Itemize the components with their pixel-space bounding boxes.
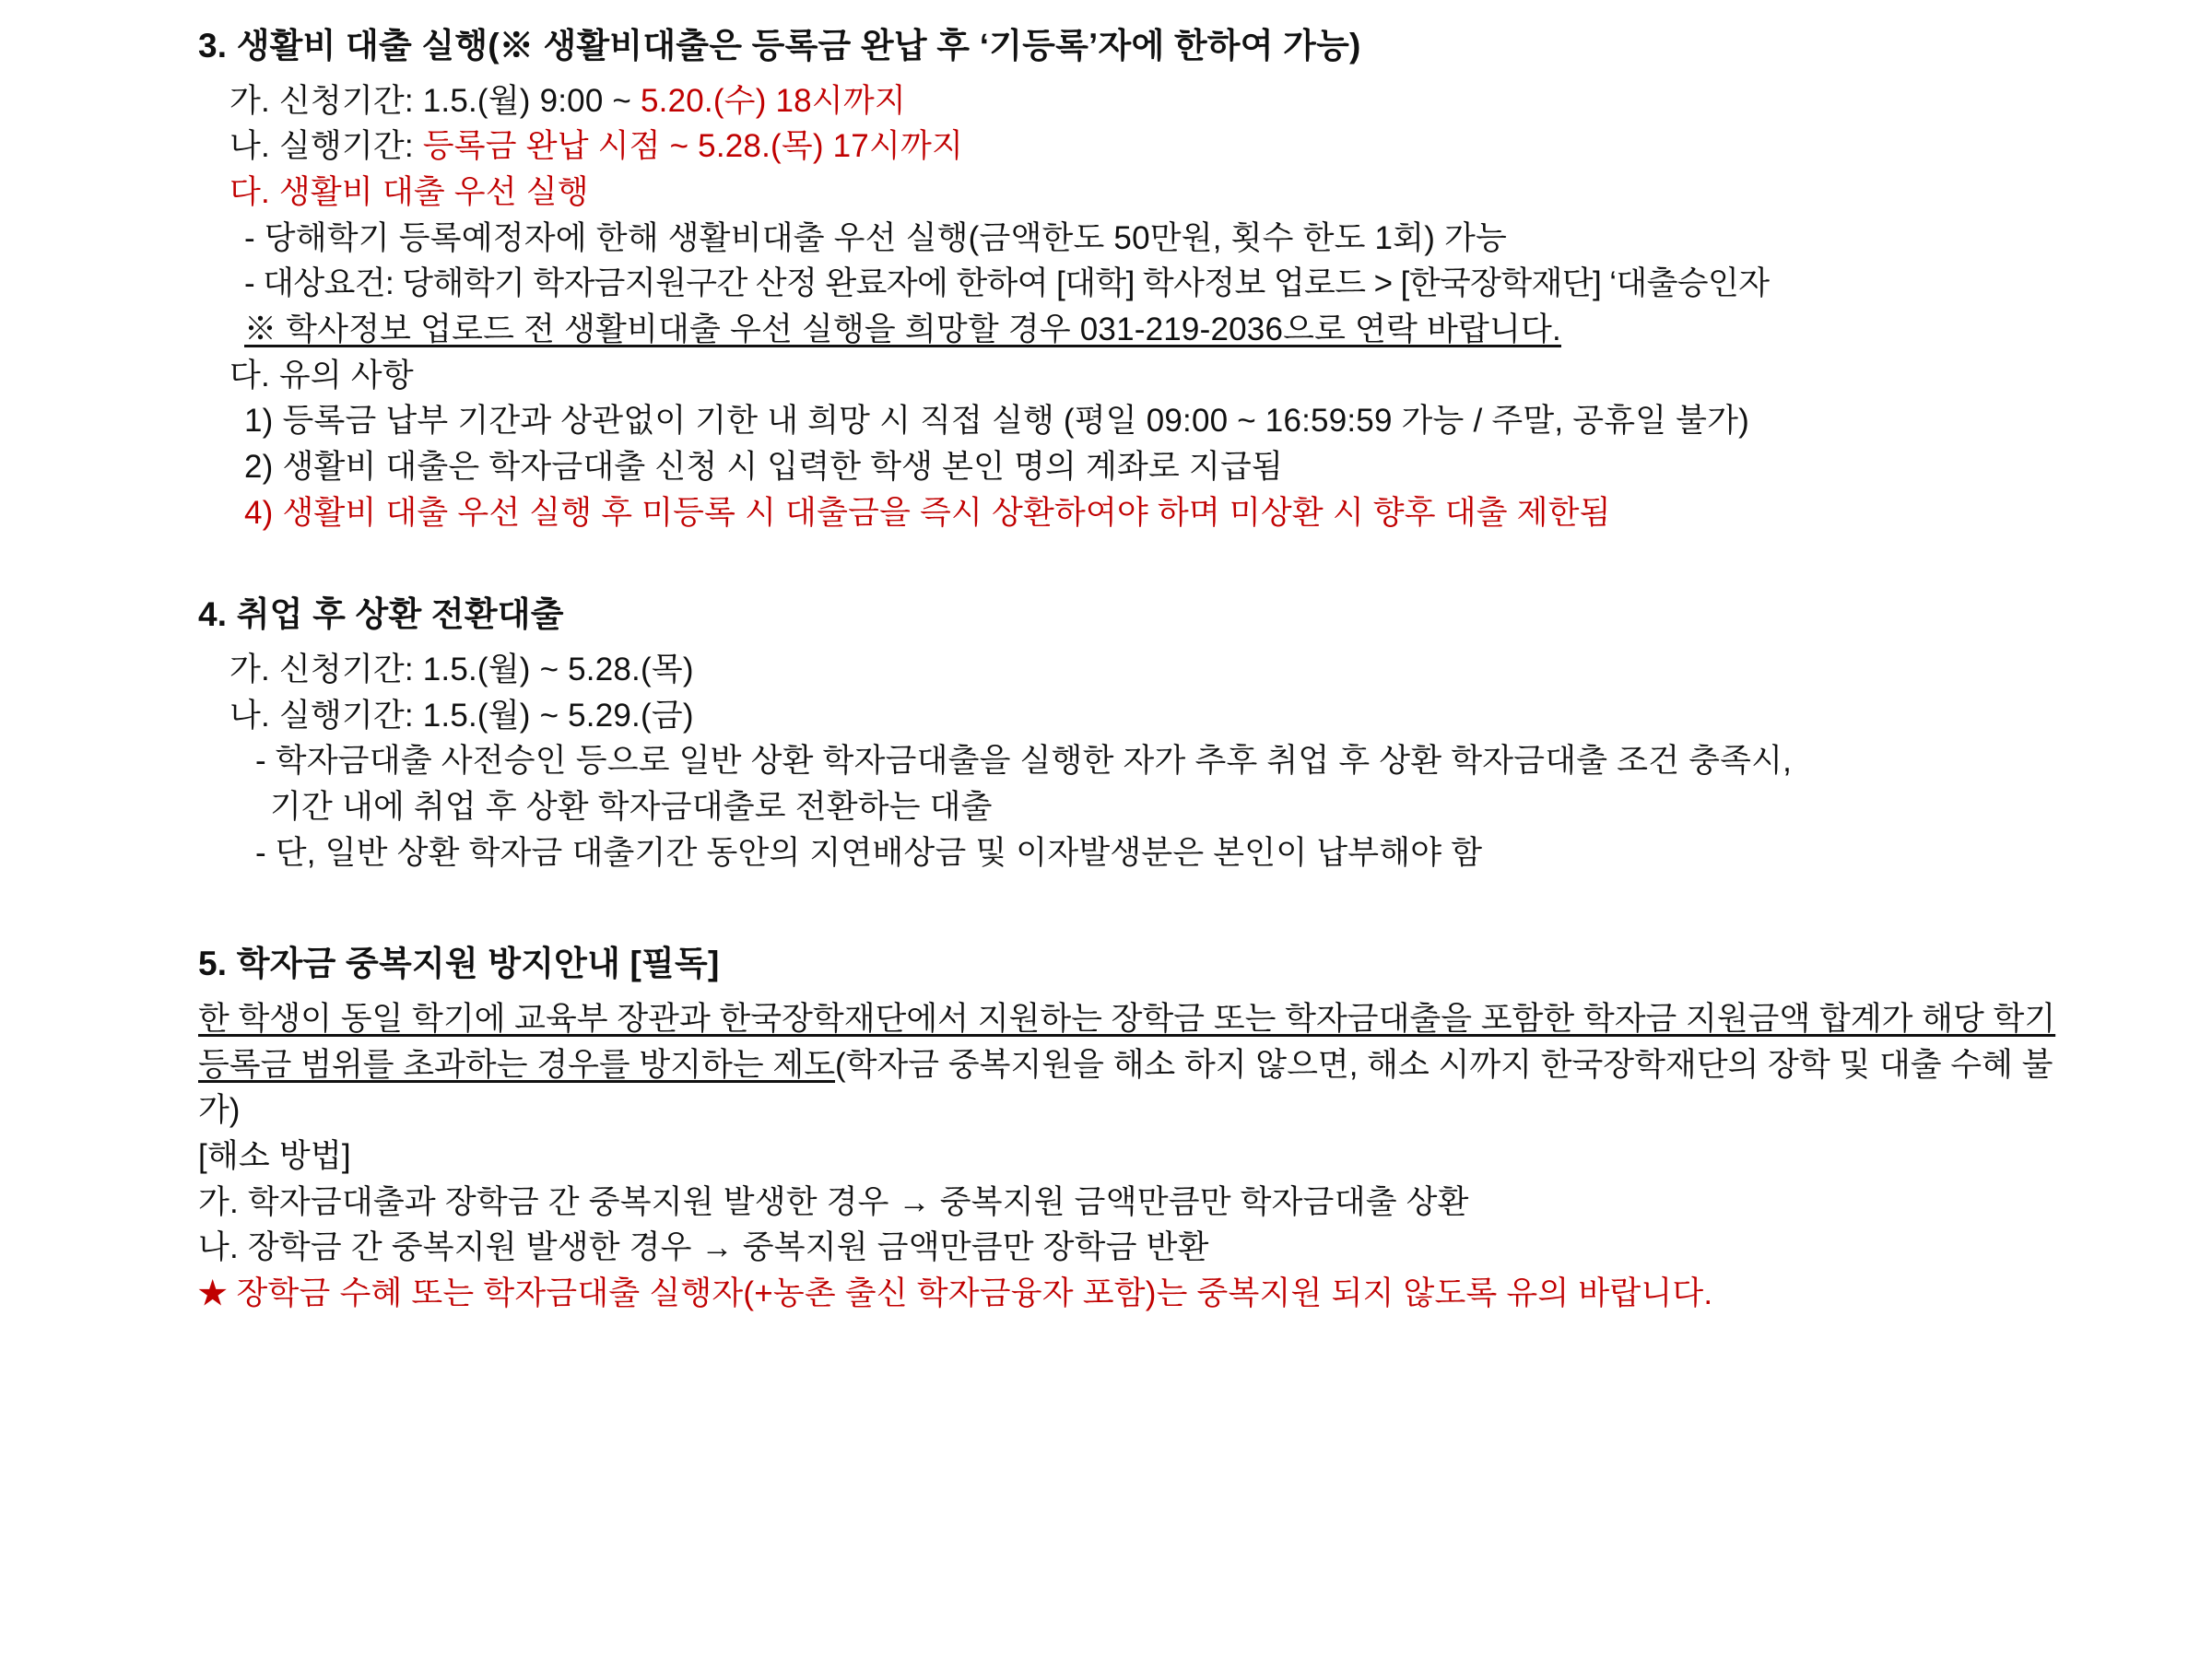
- star-icon: ★: [198, 1275, 228, 1312]
- section-3-line-b: [198, 123, 2074, 170]
- section-4-line-b: 나. 실행기간: 1.5.(월) ~ 5.29.(금): [229, 697, 694, 734]
- section-3-line-a-text: 1.5.(월) 9:00 ~: [422, 82, 641, 119]
- spacer-after-section-3: [198, 535, 2074, 585]
- section-3-line-a-highlight: 5.20.(수) 18시까지: [640, 82, 906, 119]
- section-5-line-a: 가. 학자금대출과 장학금 간 중복지원 발생한 경우 → 중복지원 금액만큼만 학자금대출 상환: [198, 1183, 1469, 1220]
- section-4-line-a: 가. 신청기간: 1.5.(월) ~ 5.28.(목): [229, 651, 694, 687]
- section-3-line-c2: [198, 261, 2074, 307]
- section-5-notice: [198, 1271, 2074, 1317]
- section-5-paragraph-underlined: 한 학생이 동일 학기에 교육부 장관과 한국장학재단에서 지원하는 장학금 또는 학자금대출을 포함한 학자금 지원금액 합계가 해당 학기 등록금 범위를 초과하는 경우를 방지하는 제도: [198, 1000, 2056, 1083]
- section-3-title: 3. 생활비 대출 실행(※ 생활비대출은 등록금 완납 후 ‘기등록’자에 한하여 가능): [198, 27, 1361, 65]
- section-5-notice-text: 장학금 수혜 또는 학자금대출 실행자(+농촌 출신 학자금융자 포함)는 중복지원 되지 않도록 유의 바랍니다.: [236, 1275, 1713, 1312]
- section-3-line-c1: [198, 216, 2074, 262]
- section-5-paragraph-tail: (학자금 중복지원을 해소 하지 않으면, 해소 시까지 한국장학재단의 장학 및 대출 수혜 불가): [198, 1046, 2053, 1129]
- section-3-line-a-prefix: 가. 신청기간:: [229, 82, 423, 119]
- section-4-line-b1: - 학자금대출 사전승인 등으로 일반 상환 학자금대출을 실행한 자가 추후 취업 후 상환 학자금대출 조건 충족시,: [255, 743, 1793, 780]
- section-3-line-c3-note: ※ 학사정보 업로드 전 생활비대출 우선 실행을 희망할 경우 031-219-2036으로 연락 바랍니다.: [244, 311, 1561, 347]
- section-3-line-b-prefix: 나. 실행기간:: [229, 128, 423, 165]
- section-5-line-b: 나. 장학금 간 중복지원 발생한 경우 → 중복지원 금액만큼만 장학금 반환: [198, 1229, 1209, 1266]
- section-4-line-b1-cont: 기간 내에 취업 후 상환 학자금대출로 전환하는 대출: [270, 789, 993, 825]
- section-5-method-label: [해소 방법]: [198, 1137, 351, 1174]
- section-4-line-b2: - 단, 일반 상환 학자금 대출기간 동안의 지연배상금 및 이자발생분은 본인이 납부해야 함: [255, 834, 1483, 871]
- section-3-line-c1-text: - 당해학기 등록예정자에 한해 생활비대출 우선 실행(금액한도 50만원, 횟수 한도 1회) 가능: [244, 219, 1507, 256]
- section-3-line-b-highlight: 등록금 완납 시점 ~ 5.28.(목) 17시까지: [422, 128, 964, 165]
- section-3-line-d2: 2) 생활비 대출은 학자금대출 신청 시 입력한 학생 본인 명의 계좌로 지급됨: [244, 449, 1283, 486]
- section-3-line-d-label: 다. 유의 사항: [229, 357, 414, 394]
- spacer-after-section-4: [198, 875, 2074, 934]
- section-3-line-c2-text: - 대상요건: 당해학기 학자금지원구간 산정 완료자에 한하여 [대학] 학사정보 업로드 > [한국장학재단] ‘대출승인자: [244, 265, 1770, 302]
- section-4-title: 4. 취업 후 상환 전환대출: [198, 595, 564, 634]
- section-3-line-c-label: 다. 생활비 대출 우선 실행: [229, 173, 589, 210]
- section-3-line-d1: 1) 등록금 납부 기간과 상관없이 기한 내 희망 시 직접 실행 (평일 09:00 ~ 16:59:59 가능 / 주말, 공휴일 불가): [244, 403, 1750, 440]
- section-5-paragraph: [198, 996, 2074, 1134]
- section-3-line-d4: 4) 생활비 대출 우선 실행 후 미등록 시 대출금을 즉시 상환하여야 하며 미상환 시 향후 대출 제한됨: [244, 494, 1611, 531]
- section-3-line-a: [198, 78, 2074, 124]
- section-5-title: 5. 학자금 중복지원 방지안내 [필독]: [198, 945, 720, 983]
